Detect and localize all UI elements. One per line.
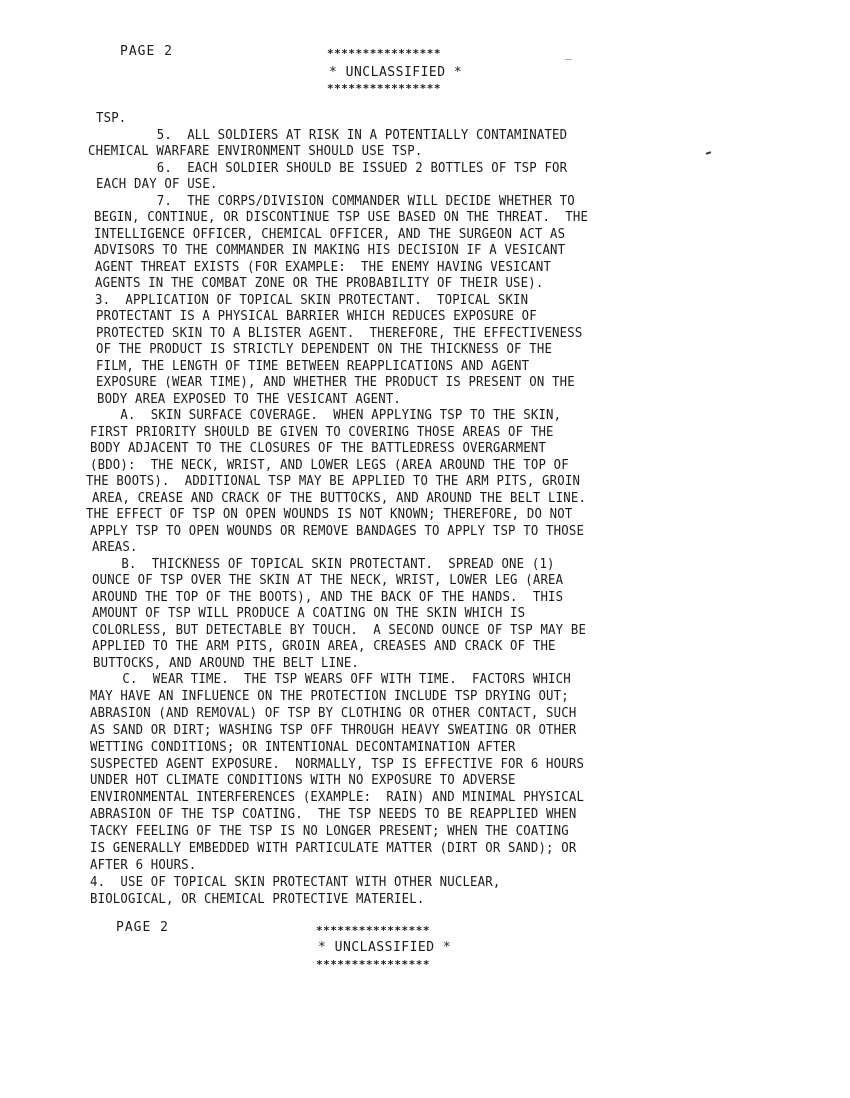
body-line: AREAS. — [92, 540, 138, 555]
footer-classification: * UNCLASSIFIED * — [318, 940, 452, 955]
body-line: 5. ALL SOLDIERS AT RISK IN A POTENTIALLY CONTAMINATED — [96, 127, 568, 143]
body-line: OUNCE OF TSP OVER THE SKIN AT THE NECK, WRIST, LOWER LEG (AREA — [92, 573, 564, 588]
footer-page-number: PAGE 2 — [116, 920, 169, 935]
body-line: BEGIN, CONTINUE, OR DISCONTINUE TSP USE BASED ON THE THREAT. THE — [94, 210, 589, 225]
body-line: THE EFFECT OF TSP ON OPEN WOUNDS IS NOT KNOWN; THEREFORE, DO NOT — [86, 507, 573, 522]
body-line: EACH DAY OF USE. — [96, 177, 218, 192]
header-classification: * UNCLASSIFIED * — [329, 65, 463, 80]
body-line: IS GENERALLY EMBEDDED WITH PARTICULATE MATTER (DIRT OR SAND); OR — [90, 841, 577, 856]
header-stars-top: **************** — [327, 47, 441, 60]
body-line: AREA, CREASE AND CRACK OF THE BUTTOCKS, AND AROUND THE BELT LINE. — [92, 490, 587, 506]
body-line: 7. THE CORPS/DIVISION COMMANDER WILL DECIDE WHETHER TO — [96, 193, 575, 209]
body-line: AGENT THREAT EXISTS (FOR EXAMPLE: THE ENEMY HAVING VESICANT — [95, 259, 552, 275]
body-line: THE BOOTS). ADDITIONAL TSP MAY BE APPLIED TO THE ARM PITS, GROIN — [86, 474, 581, 489]
body-line: ADVISORS TO THE COMMANDER IN MAKING HIS DECISION IF A VESICANT — [94, 243, 566, 258]
body-line: ABRASION (AND REMOVAL) OF TSP BY CLOTHING OR OTHER CONTACT, SUCH — [90, 705, 577, 721]
body-line: BUTTOCKS, AND AROUND THE BELT LINE. — [93, 655, 360, 671]
body-line: ABRASION OF THE TSP COATING. THE TSP NEEDS TO BE REAPPLIED WHEN — [90, 807, 577, 823]
body-line: 6. EACH SOLDIER SHOULD BE ISSUED 2 BOTTLES OF TSP FOR — [96, 160, 568, 176]
header-stars-bottom: **************** — [327, 82, 441, 95]
body-line: A. SKIN SURFACE COVERAGE. WHEN APPLYING TSP TO THE SKIN, — [90, 408, 562, 423]
body-line: WETTING CONDITIONS; OR INTENTIONAL DECONTAMINATION AFTER — [90, 739, 516, 755]
stray-mark: _ — [565, 46, 573, 60]
header-page-number: PAGE 2 — [120, 44, 173, 59]
body-line: PROTECTANT IS A PHYSICAL BARRIER WHICH REDUCES EXPOSURE OF — [96, 309, 537, 324]
body-line: COLORLESS, BUT DETECTABLE BY TOUCH. A SECOND OUNCE OF TSP MAY BE — [92, 622, 587, 638]
body-line: B. THICKNESS OF TOPICAL SKIN PROTECTANT. SPREAD ONE (1) — [91, 556, 555, 572]
body-line: INTELLIGENCE OFFICER, CHEMICAL OFFICER, AND THE SURGEON ACT AS — [94, 226, 566, 242]
stray-speck — [706, 151, 711, 155]
body-line: AGENTS IN THE COMBAT ZONE OR THE PROBABILITY OF THEIR USE). — [95, 276, 544, 291]
body-line: BODY ADJACENT TO THE CLOSURES OF THE BATTLEDRESS OVERGARMENT — [90, 441, 547, 456]
body-line: AROUND THE TOP OF THE BOOTS), AND THE BACK OF THE HANDS. THIS — [92, 589, 564, 605]
body-line: FIRST PRIORITY SHOULD BE GIVEN TO COVERING THOSE AREAS OF THE — [90, 424, 554, 440]
body-line: ENVIRONMENTAL INTERFERENCES (EXAMPLE: RAIN) AND MINIMAL PHYSICAL — [90, 790, 585, 806]
body-line: OF THE PRODUCT IS STRICTLY DEPENDENT ON THE THICKNESS OF THE — [96, 342, 553, 357]
body-line: BODY AREA EXPOSED TO THE VESICANT AGENT. — [97, 391, 402, 407]
footer-stars-top: **************** — [316, 924, 430, 937]
page-footer — [0, 918, 850, 1018]
footer-stars-bottom: **************** — [316, 958, 430, 971]
body-line: FILM, THE LENGTH OF TIME BETWEEN REAPPLICATIONS AND AGENT — [96, 358, 530, 374]
body-line: C. WEAR TIME. THE TSP WEARS OFF WITH TIME. FACTORS WHICH — [92, 672, 571, 687]
body-line: PROTECTED SKIN TO A BLISTER AGENT. THEREFORE, THE EFFECTIVENESS — [96, 325, 583, 341]
body-line: 3. APPLICATION OF TOPICAL SKIN PROTECTANT. TOPICAL SKIN — [95, 292, 529, 308]
body-line: APPLIED TO THE ARM PITS, GROIN AREA, CREASES AND CRACK OF THE — [92, 639, 556, 654]
body-line: TACKY FEELING OF THE TSP IS NO LONGER PRESENT; WHEN THE COATING — [90, 824, 569, 840]
body-line: SUSPECTED AGENT EXPOSURE. NORMALLY, TSP IS EFFECTIVE FOR 6 HOURS — [90, 756, 585, 772]
body-line: TSP. — [96, 111, 127, 126]
body-line: UNDER HOT CLIMATE CONDITIONS WITH NO EXPOSURE TO ADVERSE — [90, 773, 516, 789]
body-line: CHEMICAL WARFARE ENVIRONMENT SHOULD USE TSP. — [88, 144, 423, 159]
body-line: MAY HAVE AN INFLUENCE ON THE PROTECTION INCLUDE TSP DRYING OUT; — [90, 688, 569, 704]
body-line: AFTER 6 HOURS. — [90, 857, 197, 873]
body-line: (BDO): THE NECK, WRIST, AND LOWER LEGS (AREA AROUND THE TOP OF — [90, 457, 569, 473]
body-line: EXPOSURE (WEAR TIME), AND WHETHER THE PRODUCT IS PRESENT ON THE — [96, 375, 575, 390]
body-line: APPLY TSP TO OPEN WOUNDS OR REMOVE BANDAGES TO APPLY TSP TO THOSE — [90, 523, 585, 539]
body-line: 4. USE OF TOPICAL SKIN PROTECTANT WITH OTHER NUCLEAR, — [90, 874, 501, 890]
body-line: AS SAND OR DIRT; WASHING TSP OFF THROUGH HEAVY SWEATING OR OTHER — [90, 722, 577, 738]
body-line: AMOUNT OF TSP WILL PRODUCE A COATING ON THE SKIN WHICH IS — [92, 606, 526, 621]
page-header — [0, 0, 850, 100]
body-line: BIOLOGICAL, OR CHEMICAL PROTECTIVE MATERIEL. — [90, 891, 425, 907]
